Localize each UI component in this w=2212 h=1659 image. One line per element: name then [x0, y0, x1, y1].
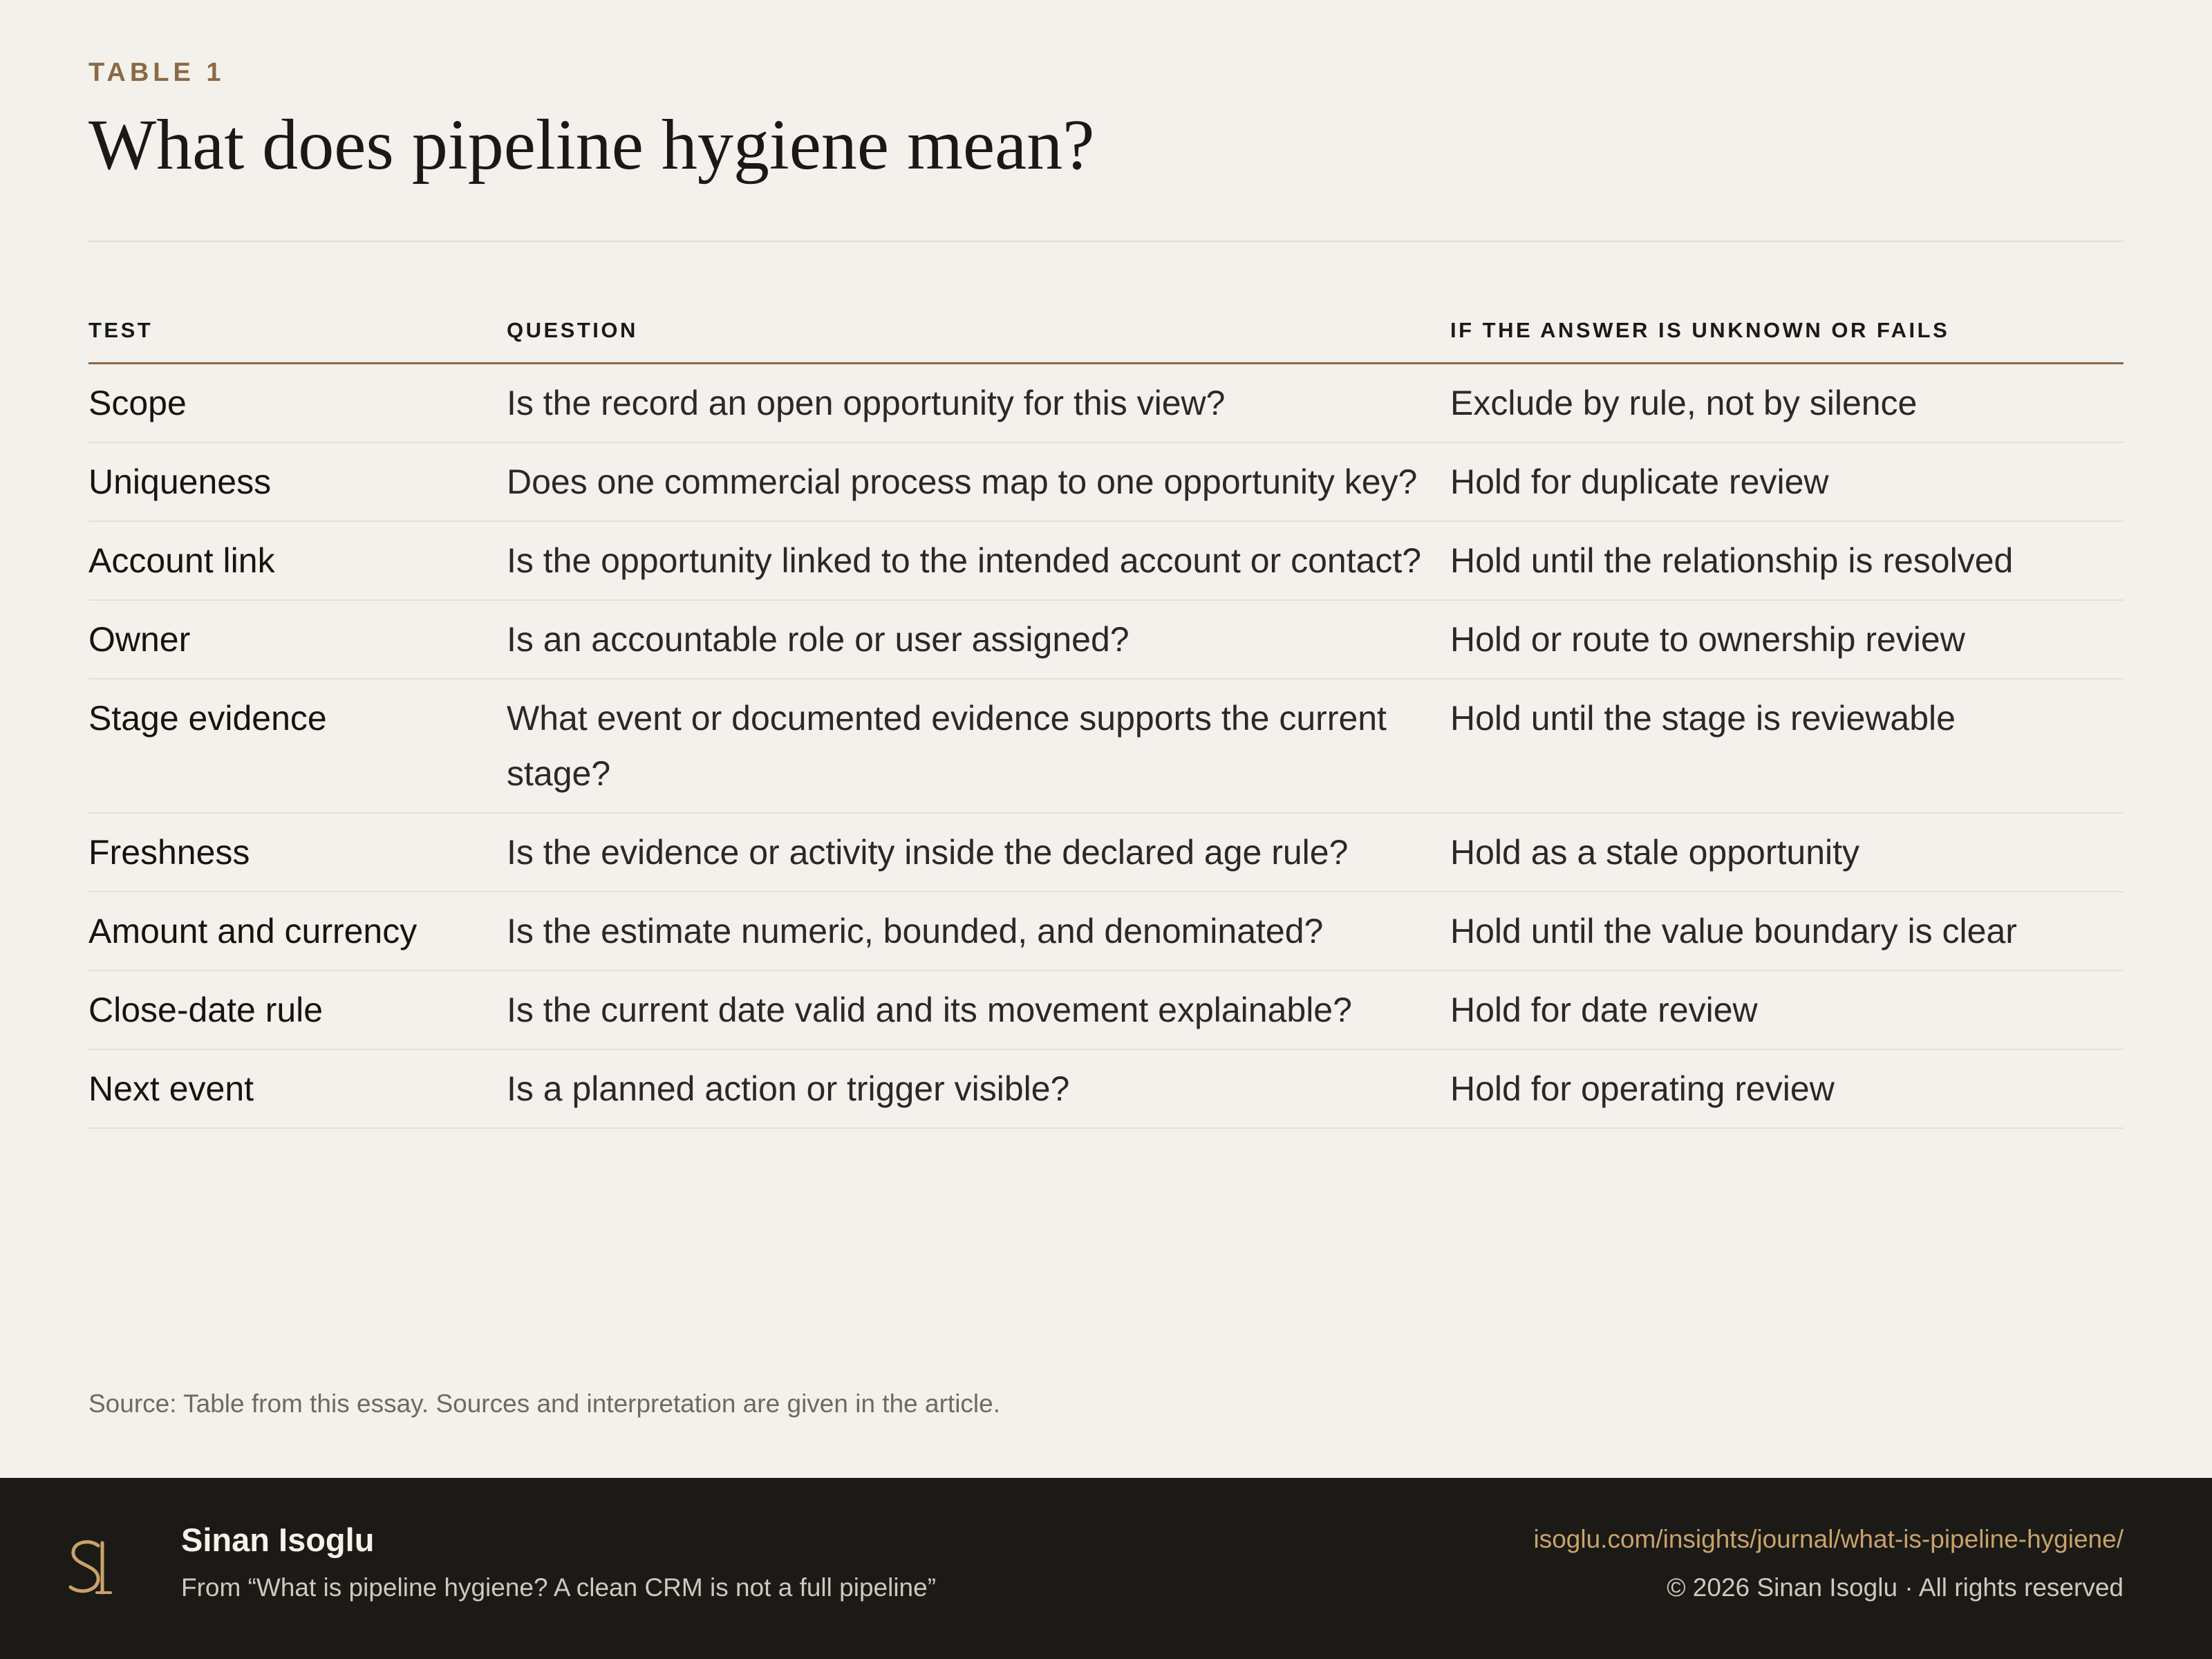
test-cell: Uniqueness — [88, 442, 507, 521]
action-cell: Hold for duplicate review — [1450, 442, 2124, 521]
question-cell: Does one commercial process map to one opportunity key? — [507, 442, 1450, 521]
test-cell: Stage evidence — [88, 679, 507, 813]
article-reference: From “What is pipeline hygiene? A clean CRM is not a full pipeline” — [181, 1573, 937, 1602]
test-cell: Account link — [88, 521, 507, 600]
question-cell: Is the current date valid and its movement explainable? — [507, 971, 1450, 1049]
hygiene-table — [88, 318, 2124, 1129]
column-header-action: IF THE ANSWER IS UNKNOWN OR FAILS — [1450, 318, 2124, 364]
action-cell: Hold or route to ownership review — [1450, 600, 2124, 679]
question-cell: Is the evidence or activity inside the declared age rule? — [507, 813, 1450, 892]
column-header-test: TEST — [88, 318, 507, 364]
copyright-notice: © 2026 Sinan Isoglu · All rights reserved — [1667, 1573, 2124, 1602]
question-cell: Is the estimate numeric, bounded, and denominated? — [507, 892, 1450, 971]
action-cell: Hold until the value boundary is clear — [1450, 892, 2124, 971]
action-cell: Exclude by rule, not by silence — [1450, 364, 2124, 443]
table-header-row — [88, 318, 2124, 364]
table-row — [88, 442, 2124, 521]
column-header-question: QUESTION — [507, 318, 1450, 364]
table-row — [88, 364, 2124, 443]
question-cell: Is the opportunity linked to the intended account or contact? — [507, 521, 1450, 600]
table-row — [88, 813, 2124, 892]
table-row — [88, 679, 2124, 813]
table-row — [88, 1049, 2124, 1128]
test-cell: Freshness — [88, 813, 507, 892]
page-title: What does pipeline hygiene mean? — [88, 105, 1095, 185]
question-cell: What event or documented evidence supports the current stage? — [507, 679, 1450, 813]
test-cell: Amount and currency — [88, 892, 507, 971]
si-monogram-icon — [62, 1533, 118, 1602]
action-cell: Hold as a stale opportunity — [1450, 813, 2124, 892]
test-cell: Owner — [88, 600, 507, 679]
table-row — [88, 892, 2124, 971]
source-note: Source: Table from this essay. Sources and interpretation are given in the article. — [88, 1389, 1000, 1418]
title-divider — [88, 241, 2124, 242]
test-cell: Scope — [88, 364, 507, 443]
action-cell: Hold until the relationship is resolved — [1450, 521, 2124, 600]
table-eyebrow: TABLE 1 — [88, 58, 225, 87]
table-row — [88, 600, 2124, 679]
question-cell: Is a planned action or trigger visible? — [507, 1049, 1450, 1128]
test-cell: Next event — [88, 1049, 507, 1128]
action-cell: Hold for operating review — [1450, 1049, 2124, 1128]
action-cell: Hold for date review — [1450, 971, 2124, 1049]
table-row — [88, 971, 2124, 1049]
footer — [0, 1478, 2212, 1659]
test-cell: Close-date rule — [88, 971, 507, 1049]
article-link[interactable]: isoglu.com/insights/journal/what-is-pipeline-hygiene/ — [1533, 1525, 2124, 1553]
question-cell: Is the record an open opportunity for this view? — [507, 364, 1450, 443]
author-name: Sinan Isoglu — [181, 1521, 375, 1558]
action-cell: Hold until the stage is reviewable — [1450, 679, 2124, 813]
table-row — [88, 521, 2124, 600]
question-cell: Is an accountable role or user assigned? — [507, 600, 1450, 679]
